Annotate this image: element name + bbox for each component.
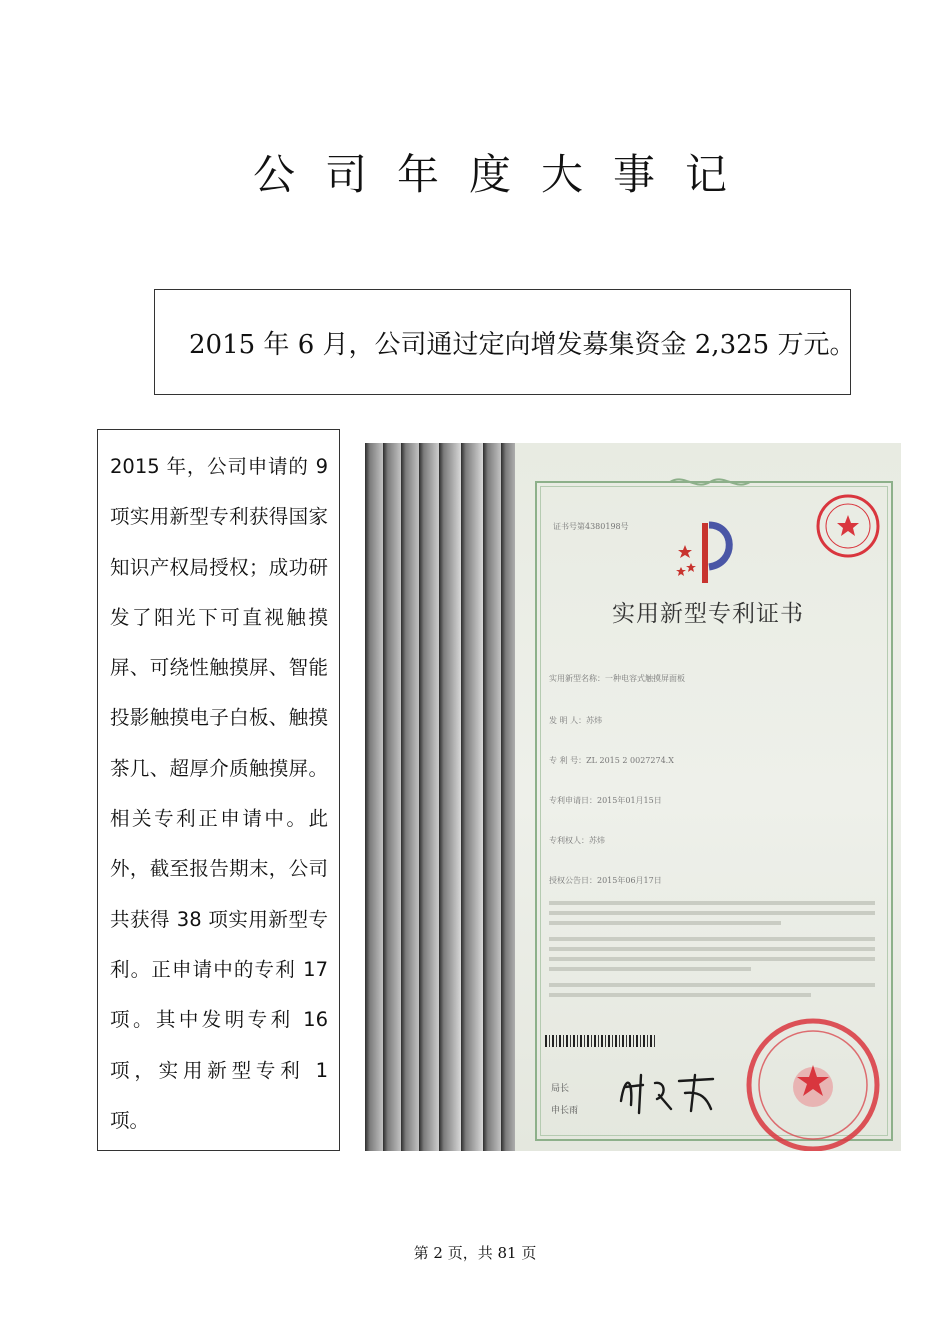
field-grant-date: 授权公告日：2015年06月17日: [549, 876, 662, 885]
barcode: [545, 1035, 657, 1047]
page-title: 公司年度大事记: [252, 150, 757, 199]
patent-summary-text: 2015 年，公司申请的 9 项实用新型专利获得国家知识产权局授权；成功研发了阳光下可直视触摸屏、可绕性触摸屏、智能投影触摸电子白板、触摸茶几、超厚介质触摸屏。相关专利正申请中。此外，截至报告期末，公司共获得 38 项实用新型专利。正申请中的专利 17 项。其中发明专利 16 项，实用新型专利 1 项。: [110, 455, 328, 1132]
patent-certificate-image: [365, 443, 901, 1151]
certificate-number: 证书号第4380198号: [553, 522, 629, 531]
field-name: 实用新型名称：一种电容式触摸屏面板: [549, 674, 685, 683]
field-owner: 专利权人：苏炜: [549, 836, 605, 845]
patent-logo-icon: [675, 515, 745, 587]
highlight-box: [154, 289, 856, 395]
certificate-stack-edges: [365, 443, 535, 1151]
page-footer: 第 2 页，共 81 页: [413, 1244, 537, 1262]
highlight-text: 2015 年 6 月，公司通过定向增发募集资金 2,325 万元。: [189, 330, 856, 360]
signature-title: 局长: [551, 1084, 570, 1094]
certificate-title: 实用新型专利证书: [612, 601, 804, 627]
top-seal-icon: [815, 493, 881, 559]
field-filing-date: 专利申请日：2015年01月15日: [549, 796, 662, 805]
field-patent-no: 专 利 号：ZL 2015 2 0027274.X: [549, 756, 674, 765]
field-inventor: 发 明 人：苏炜: [549, 716, 603, 725]
ornament-icon: [665, 473, 755, 491]
signature-name: 申长雨: [551, 1106, 579, 1116]
patent-summary-box: [97, 429, 340, 1151]
signature-icon: [615, 1065, 725, 1119]
certificate-front-page: [515, 443, 901, 1151]
official-stamp-icon: [743, 1015, 883, 1151]
